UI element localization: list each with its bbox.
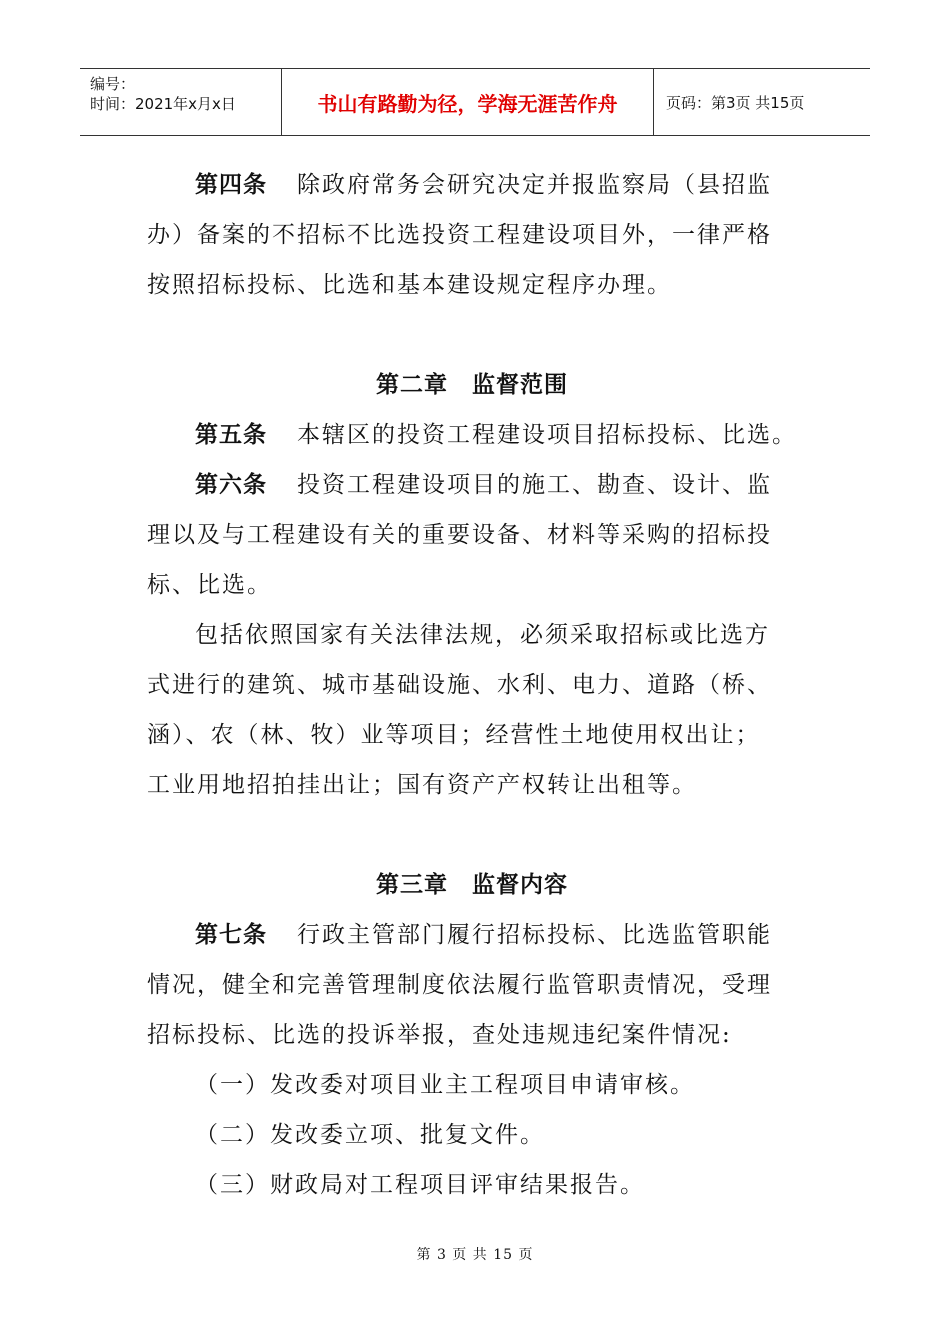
article-4-line-3: 按照招标投标、比选和基本建设规定程序办理。 <box>147 272 672 298</box>
header-motto: 书山有路勤为径，学海无涯苦作舟 <box>282 69 654 135</box>
article-5-line-1 <box>147 410 797 460</box>
article-6-line-1 <box>147 460 797 510</box>
article-6-label: 第六条 <box>195 471 267 498</box>
article-7-line-2: 情况，健全和完善管理制度依法履行监管职责情况，受理 <box>147 972 772 998</box>
header-meta-cell <box>80 69 282 135</box>
article-7-text: 行政主管部门履行招标投标、比选监管职能 <box>297 922 772 948</box>
header-page-info: 页码：第3页 共15页 <box>666 93 805 112</box>
article-7-line-3: 招标投标、比选的投诉举报，查处违规违纪案件情况: <box>147 1022 732 1048</box>
article-6-line-2: 理以及与工程建设有关的重要设备、材料等采购的招标投 <box>147 522 772 548</box>
article-7-label: 第七条 <box>195 921 267 948</box>
article-6-line-3: 标、比选。 <box>147 572 272 598</box>
document-number-label: 编号： <box>90 75 136 93</box>
list-item-3: （三）财政局对工程项目评审结果报告。 <box>195 1172 645 1198</box>
paragraph-line-2: 式进行的建筑、城市基础设施、水利、电力、道路（桥、 <box>147 672 772 698</box>
article-7-line-1 <box>147 910 797 960</box>
article-4-text: 除政府常务会研究决定并报监察局（县招监 <box>297 172 772 198</box>
document-time-label: 时间：2021年x月x日 <box>90 95 236 113</box>
page-footer: 第 3 页 共 15 页 <box>416 1247 534 1263</box>
article-4-line-2: 办）备案的不招标不比选投资工程建设项目外，一律严格 <box>147 222 772 248</box>
article-5-label: 第五条 <box>195 421 267 448</box>
document-header <box>80 68 870 136</box>
document-body <box>147 160 797 1210</box>
article-6-text: 投资工程建设项目的施工、勘查、设计、监 <box>297 472 772 498</box>
paragraph-line-4: 工业用地招拍挂出让；国有资产产权转让出租等。 <box>147 772 697 798</box>
paragraph-line-3: 涵）、农（林、牧）业等项目；经营性土地使用权出让； <box>147 722 761 748</box>
chapter-2-title: 第二章 监督范围 <box>376 371 568 398</box>
chapter-3-title: 第三章 监督内容 <box>376 871 568 898</box>
article-4-label: 第四条 <box>195 171 267 198</box>
paragraph-line-1: 包括依照国家有关法律法规，必须采取招标或比选方 <box>195 622 770 648</box>
list-item-2: （二）发改委立项、批复文件。 <box>195 1122 545 1148</box>
article-5-text: 本辖区的投资工程建设项目招标投标、比选。 <box>297 422 797 448</box>
article-4-line-1 <box>147 160 797 210</box>
list-item-1: （一）发改委对项目业主工程项目申请审核。 <box>195 1072 695 1098</box>
